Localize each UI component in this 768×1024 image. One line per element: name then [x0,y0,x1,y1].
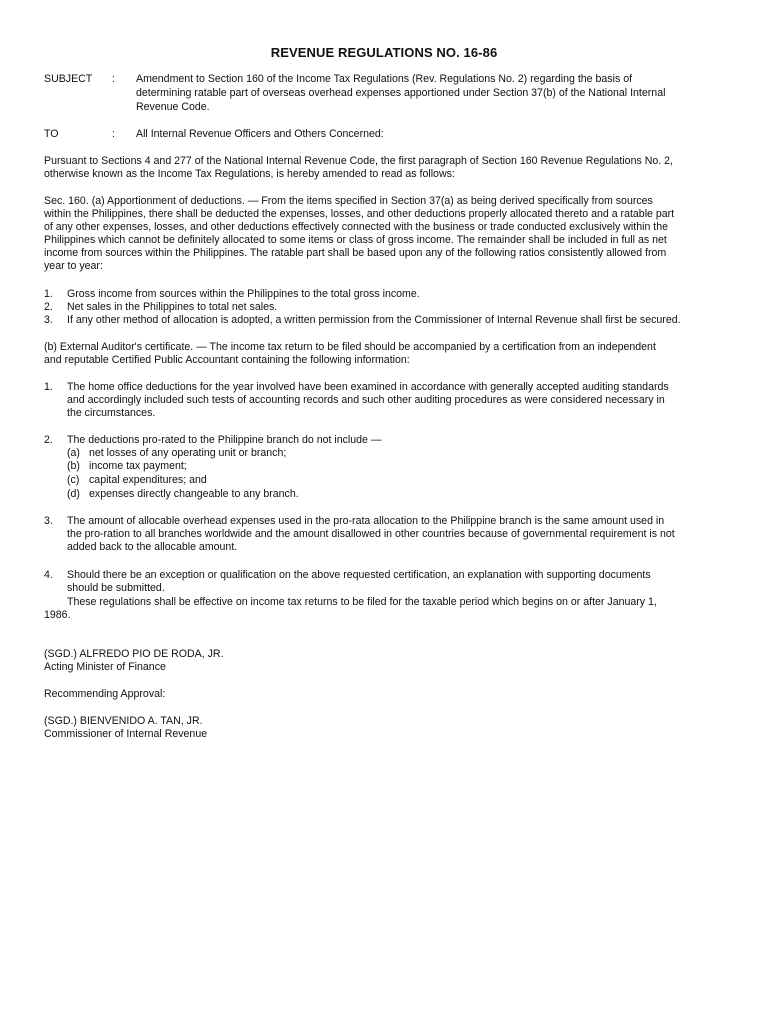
signatory-title: Acting Minister of Finance [44,661,166,673]
item1-line: The home office deductions for the year involved have been examined in accordance with generally accepted auditing standards [67,381,669,393]
item1-number: 1. [44,381,53,393]
preamble-line: otherwise known as the Income Tax Regulations, is hereby amended to read as follows: [44,168,455,180]
item2-sub-label: (c) [67,474,80,486]
item1-line: and accordingly included such tests of accounting records and such other auditing procedures as were considered necessary in [67,394,665,406]
sec160-line: income from sources within the Philippines. The ratable part shall be based upon any of the following ratios consistently allowed from [44,247,667,259]
item2-sub-text: net losses of any operating unit or branch; [89,447,287,459]
subject-line: Revenue Code. [136,101,210,113]
item2-number: 2. [44,434,53,446]
sec160-line: of any other expenses, losses, and other deductions effectively connected with the business or trade conducted exclusively within the [44,221,669,233]
subject-line: Amendment to Section 160 of the Income Tax Regulations (Rev. Regulations No. 2) regarding the basis of [136,73,633,85]
item2-sub-label: (b) [67,460,80,472]
subject-label: SUBJECT [44,73,93,85]
auditor-line: (b) External Auditor's certificate. — The income tax return to be filed should be accompanied by a certification from an independent [44,341,656,353]
item2-sub-label: (d) [67,488,80,500]
item4-line: should be submitted. [67,582,165,594]
item3-line: added back to the allocable amount. [67,541,238,553]
to-text: All Internal Revenue Officers and Others Concerned: [136,128,384,140]
item2-text: The deductions pro-rated to the Philippine branch do not include — [67,434,382,446]
recommending-approval: Recommending Approval: [44,688,166,700]
signatory-name: (SGD.) ALFREDO PIO DE RODA, JR. [44,648,224,660]
effectivity-line: 1986. [44,609,71,621]
item2-sub-text: income tax payment; [89,460,187,472]
auditor-line: and reputable Certified Public Accountant containing the following information: [44,354,410,366]
item2-sub-text: capital expenditures; and [89,474,207,486]
ratio-number: 1. [44,288,53,300]
subject-colon: : [112,73,115,85]
signatory-title: Commissioner of Internal Revenue [44,728,208,740]
item4-number: 4. [44,569,53,581]
sec160-line: year to year: [44,260,103,272]
ratio-number: 3. [44,314,53,326]
effectivity-line: These regulations shall be effective on income tax returns to be filed for the taxable period which begins on or after January 1, [67,596,657,608]
ratio-text: If any other method of allocation is adopted, a written permission from the Commissioner of Internal Revenue shall first be secured. [67,314,681,326]
item2-sub-text: expenses directly changeable to any branch. [89,488,299,500]
to-label: TO [44,128,59,140]
ratio-text: Net sales in the Philippines to total net sales. [67,301,278,313]
item3-line: The amount of allocable overhead expenses used in the pro-rata allocation to the Philippine branch is the same amount used in [67,515,665,527]
item3-number: 3. [44,515,53,527]
item1-line: the circumstances. [67,407,156,419]
item3-line: the pro-ration to all branches worldwide and the amount disallowed in other countries because of governmental requirement is not [67,528,675,540]
preamble-line: Pursuant to Sections 4 and 277 of the National Internal Revenue Code, the first paragraph of Section 160 Revenue Regulations No. 2, [44,155,673,167]
document-title: REVENUE REGULATIONS NO. 16-86 [270,45,498,60]
sec160-line: within the Philippines, there shall be deducted the expenses, losses, and other deductions properly allocated thereto and a ratable part [44,208,675,220]
item4-line: Should there be an exception or qualification on the above requested certification, an explanation with supporting documents [67,569,651,581]
to-colon: : [112,128,115,140]
signatory-name: (SGD.) BIENVENIDO A. TAN, JR. [44,715,203,727]
ratio-number: 2. [44,301,53,313]
sec160-line: Philippines which cannot be definitely allocated to some items or class of gross income. The remainder shall be included in full as net [44,234,667,246]
item2-sub-label: (a) [67,447,80,459]
sec160-line: Sec. 160. (a) Apportionment of deductions. — From the items specified in Section 37(a) as being derived specifically from sources [44,195,653,207]
ratio-text: Gross income from sources within the Philippines to the total gross income. [67,288,420,300]
subject-line: determining ratable part of overseas overhead expenses apportioned under Section 37(b) of the National Internal [136,87,666,99]
